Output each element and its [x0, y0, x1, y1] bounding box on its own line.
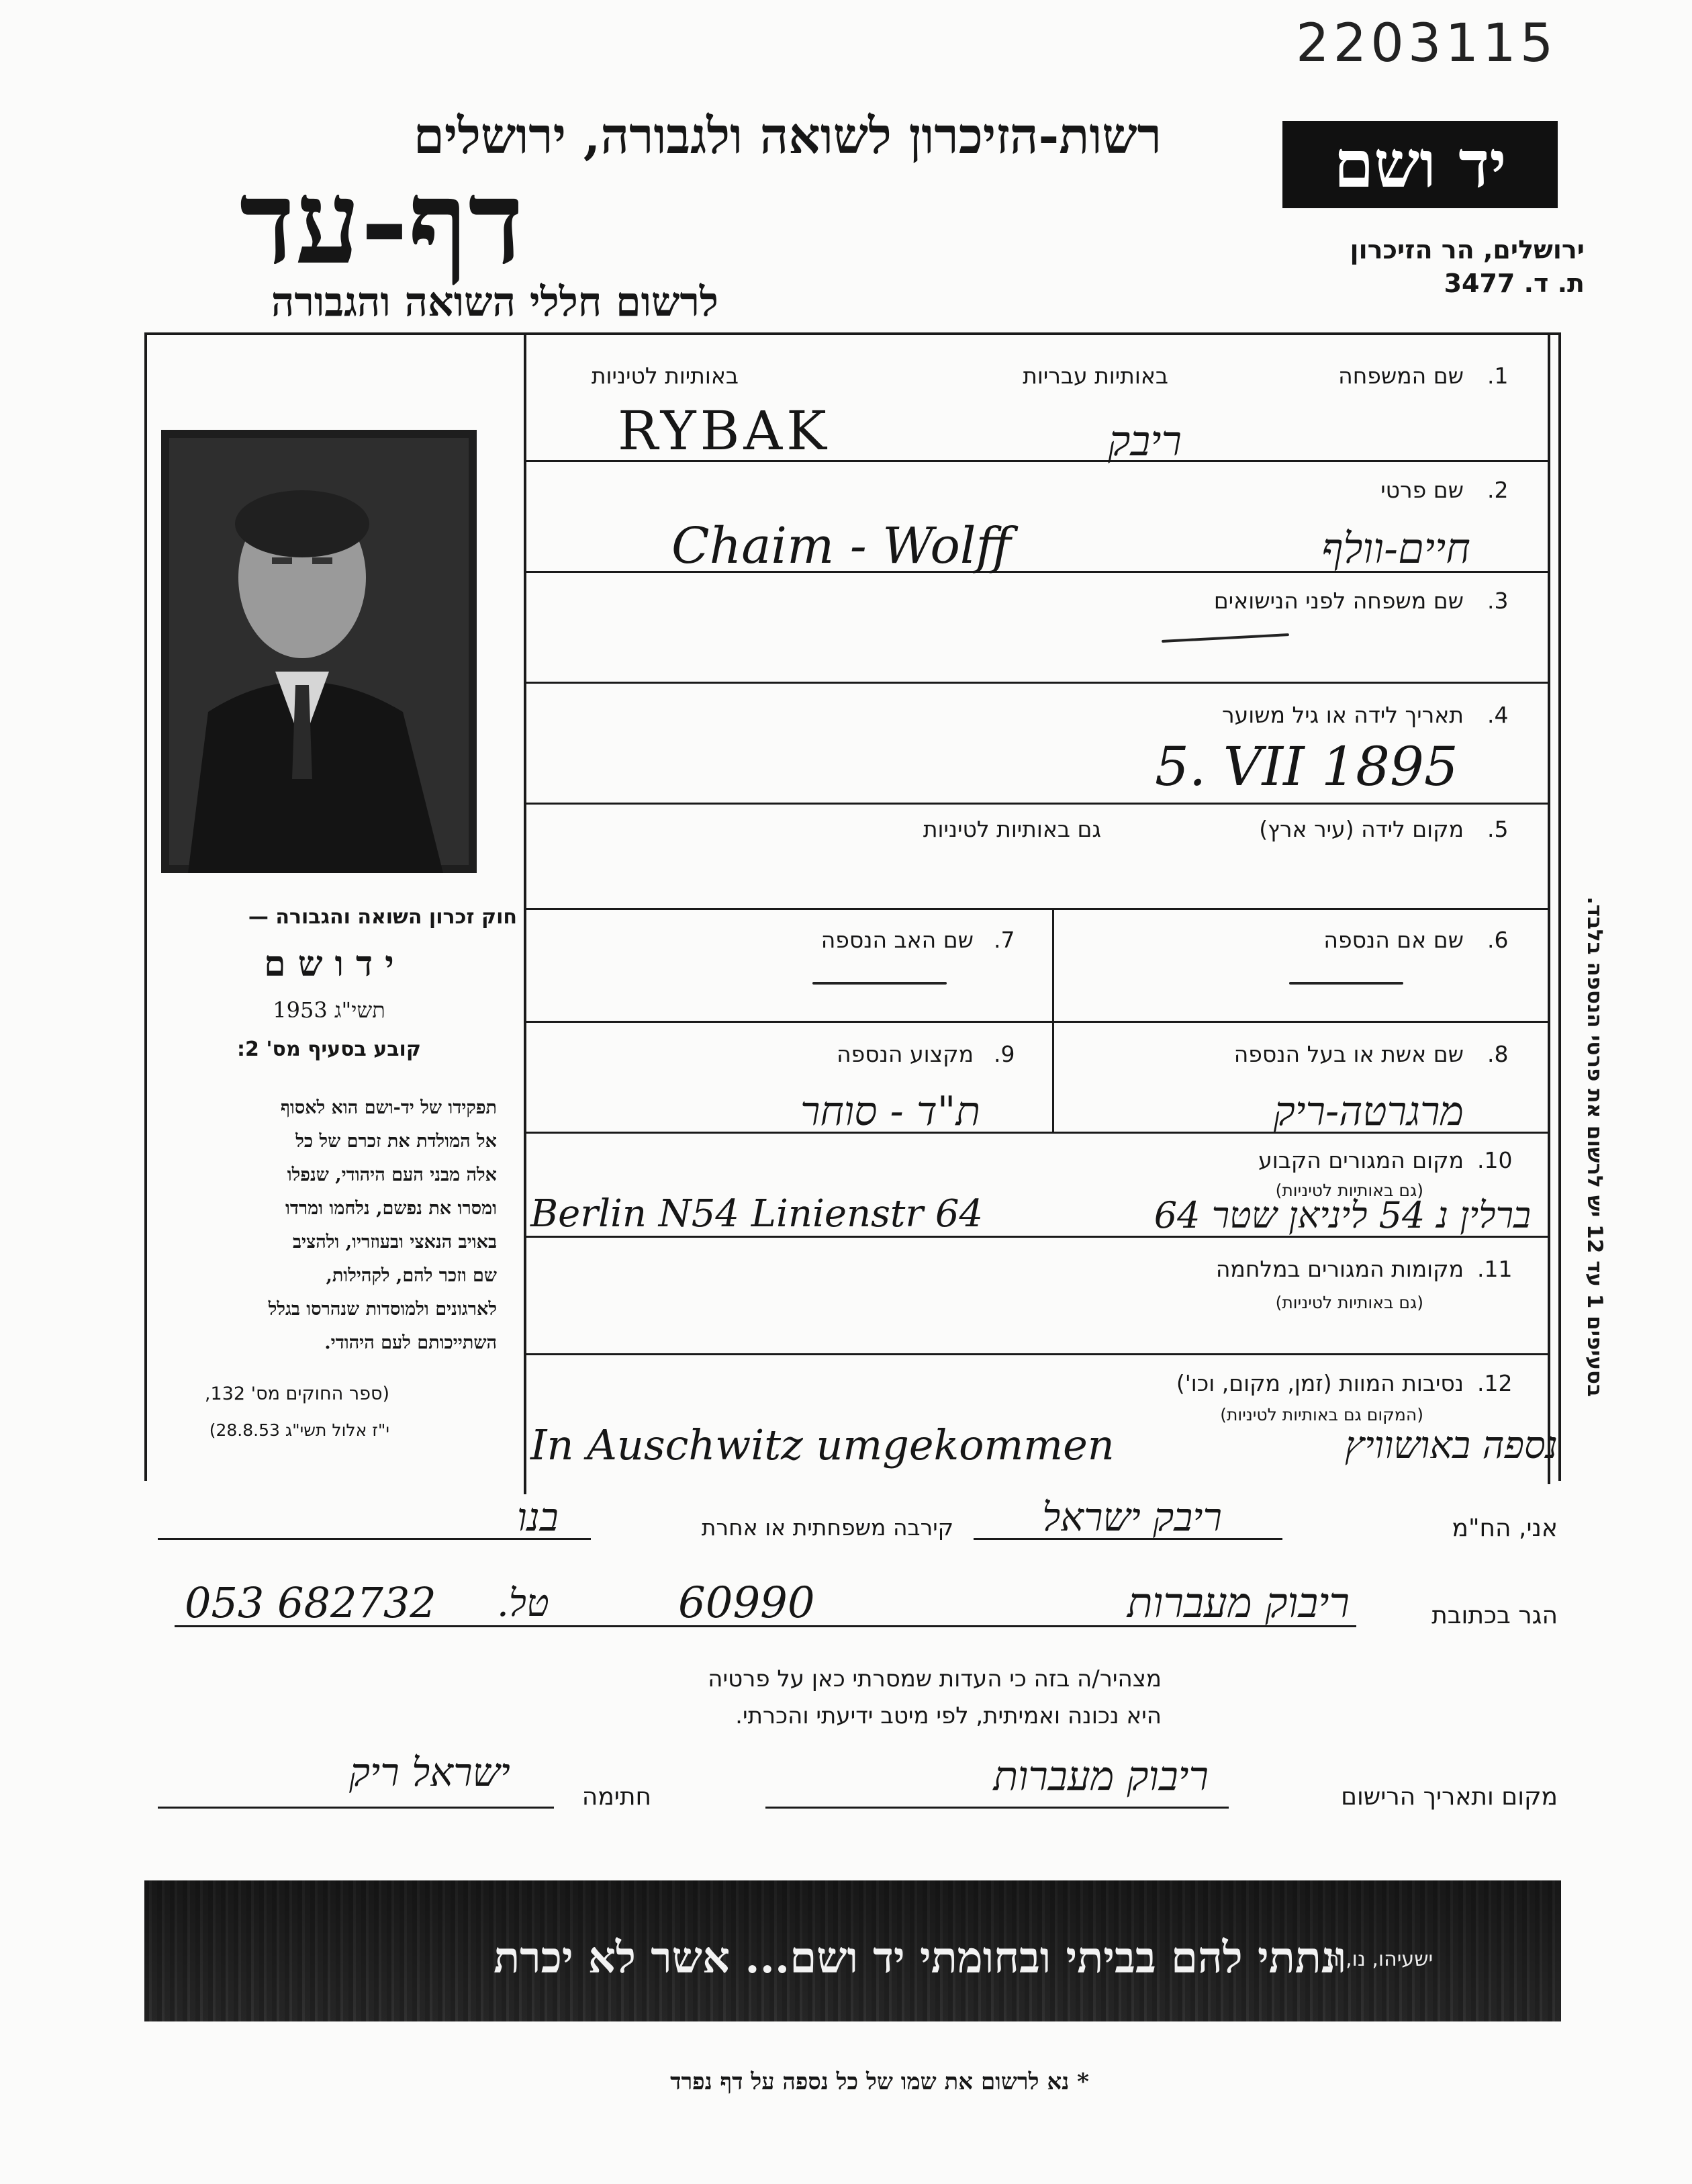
signature-value[interactable]: ישראל ריק — [349, 1749, 510, 1795]
field-5-label: מקום לידה (עיר ארץ) — [1259, 816, 1464, 842]
address-line-1: ירושלים, הר הזיכרון — [1350, 235, 1585, 265]
field-4-label: תאריך לידה או גיל משוער — [1221, 702, 1464, 728]
field-11-caption: (גם באותיות לטיניות) — [1275, 1293, 1423, 1312]
field-8-value[interactable]: מרגרטה-ריק — [1273, 1088, 1464, 1135]
field-11-label: מקומות המגורים במלחמה — [1215, 1256, 1464, 1282]
banner-quote: ונתתי להם בביתי ובחומתי יד ושם... אשר לא יכרת — [493, 1933, 1346, 1983]
address-value[interactable]: ריבוק מעברות — [1127, 1578, 1350, 1627]
law-clause: קובע בסעיף מס' 2: — [237, 1038, 421, 1061]
field-10-latin-value[interactable]: Berlin N54 Linienstr 64 — [530, 1192, 984, 1236]
form-subtitle: לרשום חללי השואה והגבורה — [271, 279, 718, 326]
field-7-label: שם האב הנספה — [820, 927, 974, 953]
field-10-label: מקום המגורים הקבוע — [1258, 1147, 1464, 1173]
relation-value[interactable]: בנו — [517, 1494, 559, 1540]
field-1-label: שם המשפחה — [1338, 363, 1464, 389]
field-9-number: 9. — [994, 1041, 1015, 1067]
field-6-label: שם אם הנספה — [1323, 927, 1464, 953]
document-number: 2203115 — [1296, 13, 1558, 74]
place-date-line — [765, 1807, 1229, 1809]
field-9-value[interactable]: ת"ד - סוחר — [800, 1088, 980, 1135]
field-6-blank-dash — [1289, 982, 1403, 985]
law-text-line: אל המולדת את זכרם של כל — [295, 1131, 497, 1152]
row-sep-4 — [524, 803, 1550, 805]
field-10-hebrew-value[interactable]: ברלין נ 54 ליניאן שטר 64 — [1154, 1194, 1531, 1236]
field-8-label: שם אשת או בעל הנספה — [1233, 1041, 1464, 1067]
institution-name: רשות-הזיכרון לשואה ולגבורה, ירושלים — [413, 107, 1162, 165]
declarant-i-label: אני, הח"מ — [1452, 1514, 1558, 1542]
photo-column-divider — [524, 332, 526, 1494]
declarant-name-value[interactable]: ריבק ישראל — [1042, 1494, 1222, 1540]
phone-value[interactable]: 053 682732 — [185, 1578, 436, 1627]
field-1-hebrew-value[interactable]: ריבק — [1108, 416, 1182, 465]
row-sep-3 — [524, 682, 1550, 684]
field-11-number: 11. — [1477, 1256, 1513, 1282]
relation-label: קירבה משפחתית או אחרת — [701, 1514, 953, 1541]
field-1-latin-value[interactable]: RYBAK — [618, 400, 831, 462]
col-sep-8-9 — [1052, 1021, 1054, 1132]
field-12-number: 12. — [1477, 1370, 1513, 1396]
place-date-label: מקום ותאריך הרישום — [1341, 1783, 1558, 1811]
field-7-blank-dash — [812, 982, 947, 985]
phone-label: טל. — [497, 1582, 549, 1625]
yad-vashem-logo — [1282, 121, 1558, 208]
law-text-line: שם וזכר להם, לקהילות, — [326, 1265, 497, 1286]
field-12-latin-value[interactable]: In Auschwitz umgekommen — [530, 1420, 1115, 1469]
law-text-line: השתייכותם לעם היהודי. — [324, 1332, 497, 1353]
row-sep-9 — [524, 1353, 1550, 1355]
signature-label: חתימה — [581, 1783, 651, 1811]
portrait-illustration — [161, 430, 477, 873]
banner-source: ישעיהו, נו, ה — [1326, 1948, 1433, 1971]
law-text-line: תפקידו של יד-ושם הוא לאסוף — [280, 1097, 497, 1118]
address-line-2: ת. ד. 3477 — [1444, 269, 1585, 298]
field-6-number: 6. — [1487, 927, 1509, 953]
address-label: הגר בכתובת — [1431, 1602, 1558, 1629]
col-sep-6-7 — [1052, 908, 1054, 1021]
portrait-photo — [161, 430, 477, 873]
law-text-line: באויב הנאצי ובעוזריו, ולהציב — [292, 1232, 497, 1253]
field-3-number: 3. — [1487, 588, 1509, 614]
quote-banner — [144, 1880, 1561, 2021]
field-2-label: שם פרטי — [1380, 477, 1464, 503]
side-note — [1581, 725, 1608, 1397]
law-year-hebrew: תשי"ג — [334, 997, 385, 1023]
field-10-caption: (גם באותיות לטיניות) — [1275, 1181, 1423, 1200]
law-source-date: י"ז אלול תשי"ג 28.8.53) — [209, 1420, 389, 1440]
field-5-number: 5. — [1487, 816, 1509, 842]
form-title: דף-עד — [239, 154, 524, 290]
law-text-line: לארגונים ולמוסדות שנהרסו בגלל — [268, 1299, 497, 1320]
signature-line — [158, 1807, 554, 1809]
place-date-value[interactable]: ריבוק מעברות — [993, 1753, 1209, 1800]
field-7-number: 7. — [994, 927, 1015, 953]
field-5-caption: גם באותיות לטיניות — [923, 816, 1101, 842]
law-title: חוק זכרון השואה והגבורה — — [248, 905, 517, 929]
footer-asterisk: * — [1077, 2068, 1089, 2095]
field-1-number: 1. — [1487, 363, 1509, 389]
side-note-text: בסעיפים 1 עד 12 יש לרשום את פרטי הנספה בלבד. — [1583, 896, 1607, 1397]
field-2-number: 2. — [1487, 477, 1509, 503]
field-12-hebrew-value[interactable]: נספה באושוויץ — [1344, 1424, 1558, 1467]
field-4-value[interactable]: 5. VII 1895 — [1155, 735, 1458, 798]
field-1-hebrew-caption: באותיות עבריות — [1023, 363, 1168, 389]
law-name: י ד ו ש ם — [264, 944, 394, 985]
row-sep-6 — [524, 1021, 1550, 1023]
field-9-label: מקצוע הנספה — [837, 1041, 974, 1067]
field-12-caption: (המקום גם באותיות לטיניות) — [1220, 1405, 1423, 1424]
zip-value[interactable]: 60990 — [678, 1578, 815, 1628]
footer-note — [577, 2068, 1182, 2095]
law-year — [188, 997, 470, 1023]
row-sep-5 — [524, 908, 1550, 910]
law-text — [158, 1091, 497, 1360]
law-source: (ספר החוקים מס' 132, — [204, 1383, 389, 1404]
declaration-line-1: מצהיר/ה בזה כי העדות שמסרתי כאן על פרטיה — [708, 1666, 1162, 1692]
footer-note-text: נא לרשום את שמו של כל נספה על דף נפרד — [670, 2068, 1070, 2095]
law-text-line: אלה מבני העם היהודי, שנפלו — [287, 1165, 497, 1185]
declaration-line-2: היא נכונה ואמיתית, לפי מיטב ידיעתי והכרתי. — [735, 1702, 1162, 1729]
field-2-hebrew-value[interactable]: חיים-וולף — [1321, 524, 1470, 573]
field-4-number: 4. — [1487, 702, 1509, 728]
field-2-latin-value[interactable]: Chaim - Wolff — [671, 517, 1011, 575]
field-8-number: 8. — [1487, 1041, 1509, 1067]
field-3-label: שם משפחה לפני הנישואים — [1213, 588, 1464, 614]
field-12-label: נסיבות המוות (זמן, מקום, וכו') — [1176, 1370, 1464, 1396]
logo-text: יד ושם — [1333, 126, 1507, 202]
field-1-latin-caption: באותיות לטיניות — [591, 363, 739, 389]
law-year-gregorian: 1953 — [273, 997, 328, 1023]
law-text-line: ומסרו את נפשם, נלחמו ומרדו — [285, 1198, 497, 1219]
field-10-number: 10. — [1477, 1147, 1513, 1173]
